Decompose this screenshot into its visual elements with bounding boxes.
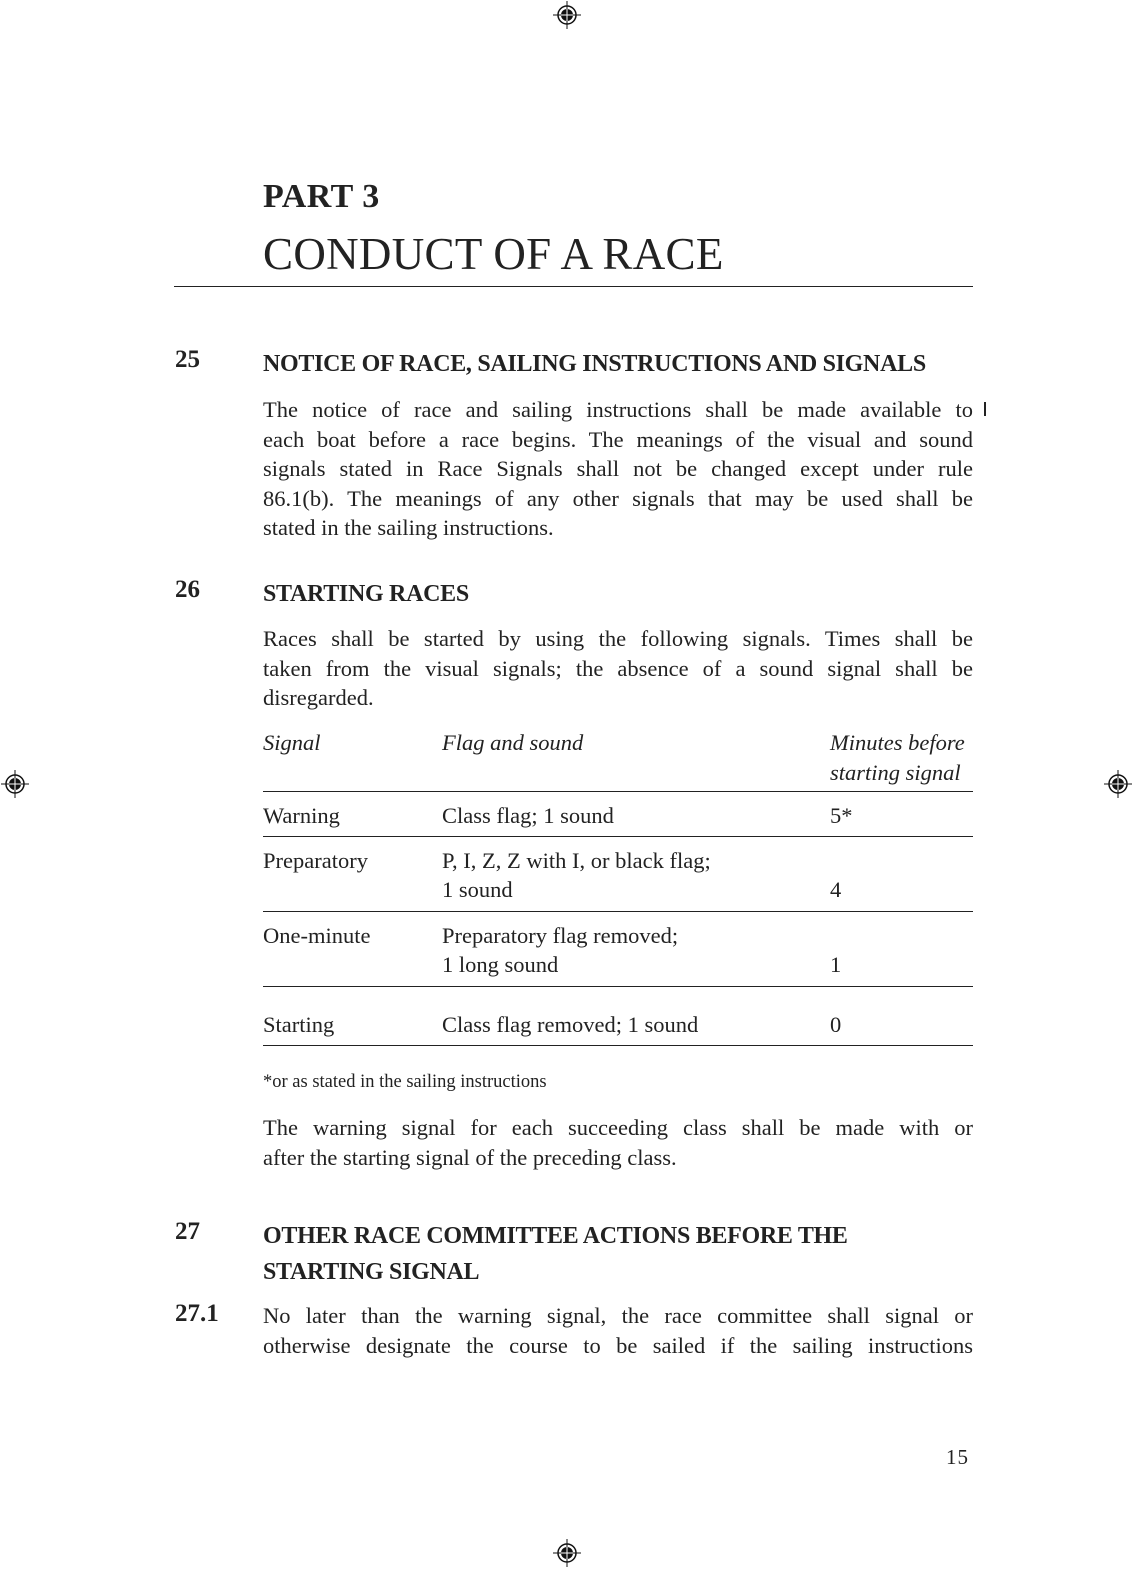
table-footnote: *or as stated in the sailing instructions — [263, 1072, 547, 1092]
body-line: disregarded. — [263, 685, 374, 711]
section-25-body — [263, 395, 973, 543]
table-row — [263, 912, 973, 987]
cell-minutes: 1 — [830, 952, 842, 977]
section-26-body — [263, 624, 973, 713]
cell-flag-sound-line2: 1 sound — [442, 877, 513, 902]
section-number-27: 27 — [175, 1218, 200, 1245]
body-line: The warning signal for each succeeding class shall be made with or — [263, 1115, 973, 1140]
body-line: 86.1(b). The meanings of any other signals that may be used shall be — [263, 485, 973, 511]
cell-flag-sound: P, I, Z, Z with I, or black flag; — [442, 848, 711, 873]
part-label: PART 3 — [263, 178, 380, 215]
body-line: signals stated in Race Signals shall not be changed except under rule — [263, 456, 973, 482]
cell-flag-sound: Preparatory flag removed; — [442, 923, 679, 948]
subsection-27-1-body — [263, 1301, 973, 1360]
body-line: taken from the visual signals; the absence of a sound signal shall be — [263, 655, 973, 681]
cell-minutes: 5* — [830, 803, 853, 828]
section-title-27-line1: OTHER RACE COMMITTEE ACTIONS BEFORE THE — [263, 1223, 848, 1249]
body-line: each boat before a race begins. The meanings of the visual and sound — [263, 426, 973, 452]
section-26-after-table — [263, 1113, 973, 1172]
subsection-number-27-1: 27.1 — [175, 1300, 219, 1327]
change-bar-marker — [984, 402, 986, 416]
page-number: 15 — [946, 1445, 969, 1469]
table-row — [263, 987, 973, 1046]
registration-mark-left-icon — [1, 770, 29, 798]
header-flag-sound: Flag and sound — [442, 730, 584, 755]
body-line: after the starting signal of the preceding class. — [263, 1144, 677, 1170]
cell-minutes: 0 — [830, 1012, 842, 1037]
table-header-row — [263, 728, 973, 792]
table-row — [263, 792, 973, 837]
section-title-26: STARTING RACES — [263, 581, 469, 607]
body-line: Races shall be started by using the following signals. Times shall be — [263, 626, 973, 651]
section-number-26: 26 — [175, 576, 200, 603]
heading-divider — [174, 286, 973, 287]
registration-mark-top-icon — [553, 1, 581, 29]
body-line: The notice of race and sailing instructions shall be made available to — [263, 397, 973, 422]
cell-signal: Starting — [263, 1012, 335, 1037]
cell-signal: One-minute — [263, 923, 371, 948]
section-title-27-line2: STARTING SIGNAL — [263, 1259, 480, 1285]
header-signal: Signal — [263, 730, 321, 755]
header-minutes-line2: starting signal — [830, 760, 961, 785]
section-number-25: 25 — [175, 346, 200, 373]
cell-flag-sound-line2: 1 long sound — [442, 952, 559, 977]
body-line: stated in the sailing instructions. — [263, 515, 554, 541]
header-minutes-line1: Minutes before — [830, 730, 965, 755]
registration-mark-right-icon — [1104, 770, 1132, 798]
cell-signal: Preparatory — [263, 848, 368, 873]
body-line: No later than the warning signal, the race committee shall signal or — [263, 1303, 973, 1328]
cell-flag-sound: Class flag removed; 1 sound — [442, 1012, 699, 1037]
section-title-25: NOTICE OF RACE, SAILING INSTRUCTIONS AND SIGNALS — [263, 351, 926, 377]
cell-flag-sound: Class flag; 1 sound — [442, 803, 614, 828]
body-line: otherwise designate the course to be sailed if the sailing instructions — [263, 1332, 973, 1358]
registration-mark-bottom-icon — [553, 1539, 581, 1567]
cell-minutes: 4 — [830, 877, 842, 902]
starting-signals-table — [263, 728, 973, 1046]
table-row — [263, 837, 973, 912]
cell-signal: Warning — [263, 803, 340, 828]
part-title: CONDUCT OF A RACE — [263, 229, 724, 279]
